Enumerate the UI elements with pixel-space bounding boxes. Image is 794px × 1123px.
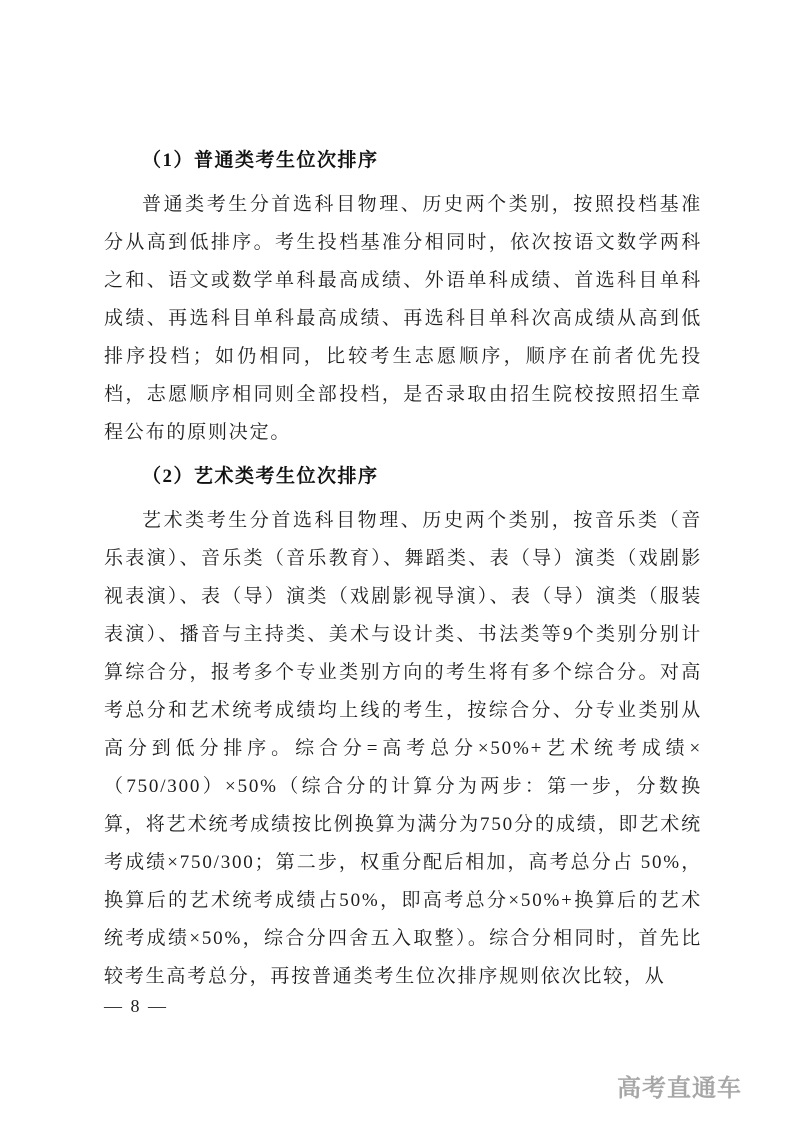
section-1-paragraph: 普通类考生分首选科目物理、历史两个类别，按照投档基准分从高到低排序。考生投档基准分相同时，依次按语文数学两科之和、语文或数学单科最高成绩、外语单科成绩、首选科目单科成绩、再选科目单科最高成绩、再选科目单科次高成绩从高到低排序投档；如仍相同，比较考生志愿顺序，顺序在前者优先投档，志愿顺序相同则全部投档，是否录取由招生院校按照招生章程公布的原则决定。 — [104, 194, 702, 443]
document-content — [104, 142, 702, 1002]
section-2-paragraph: 艺术类考生分首选科目物理、历史两个类别，按音乐类（音乐表演）、音乐类（音乐教育）、舞蹈类、表（导）演类（戏剧影视表演）、表（导）演类（戏剧影视导演）、表（导）演类（服装表演）、播音与主持类、美术与设计类、书法类等9个类别分别计算综合分，报考多个专业类别方向的考生将有多个综合分。对高考总分和艺术统考成绩均上线的考生，按综合分、分专业类别从高分到低分排序。综合分=高考总分×50%+艺术统考成绩×（750/300）×50%（综合分的计算分为两步：第一步，分数换算，将艺术统考成绩按比例换算为满分为750分的成绩，即艺术统考成绩×750/300；第二步，权重分配后相加，高考总分占 50%，换算后的艺术统考成绩占50%，即高考总分×50%+换算后的艺术统考成绩×50%，综合分四舍五入取整）。综合分相同时，首先比较考生高考总分，再按普通类考生位次排序规则依次比较，从 — [104, 510, 702, 987]
page-number: — 8 — — [104, 996, 168, 1016]
section-1-heading: （1）普通类考生位次排序 — [142, 150, 379, 171]
section-2-heading: （2）艺术类考生位次排序 — [142, 466, 379, 487]
watermark-text: 高考直通车 — [617, 1075, 742, 1102]
